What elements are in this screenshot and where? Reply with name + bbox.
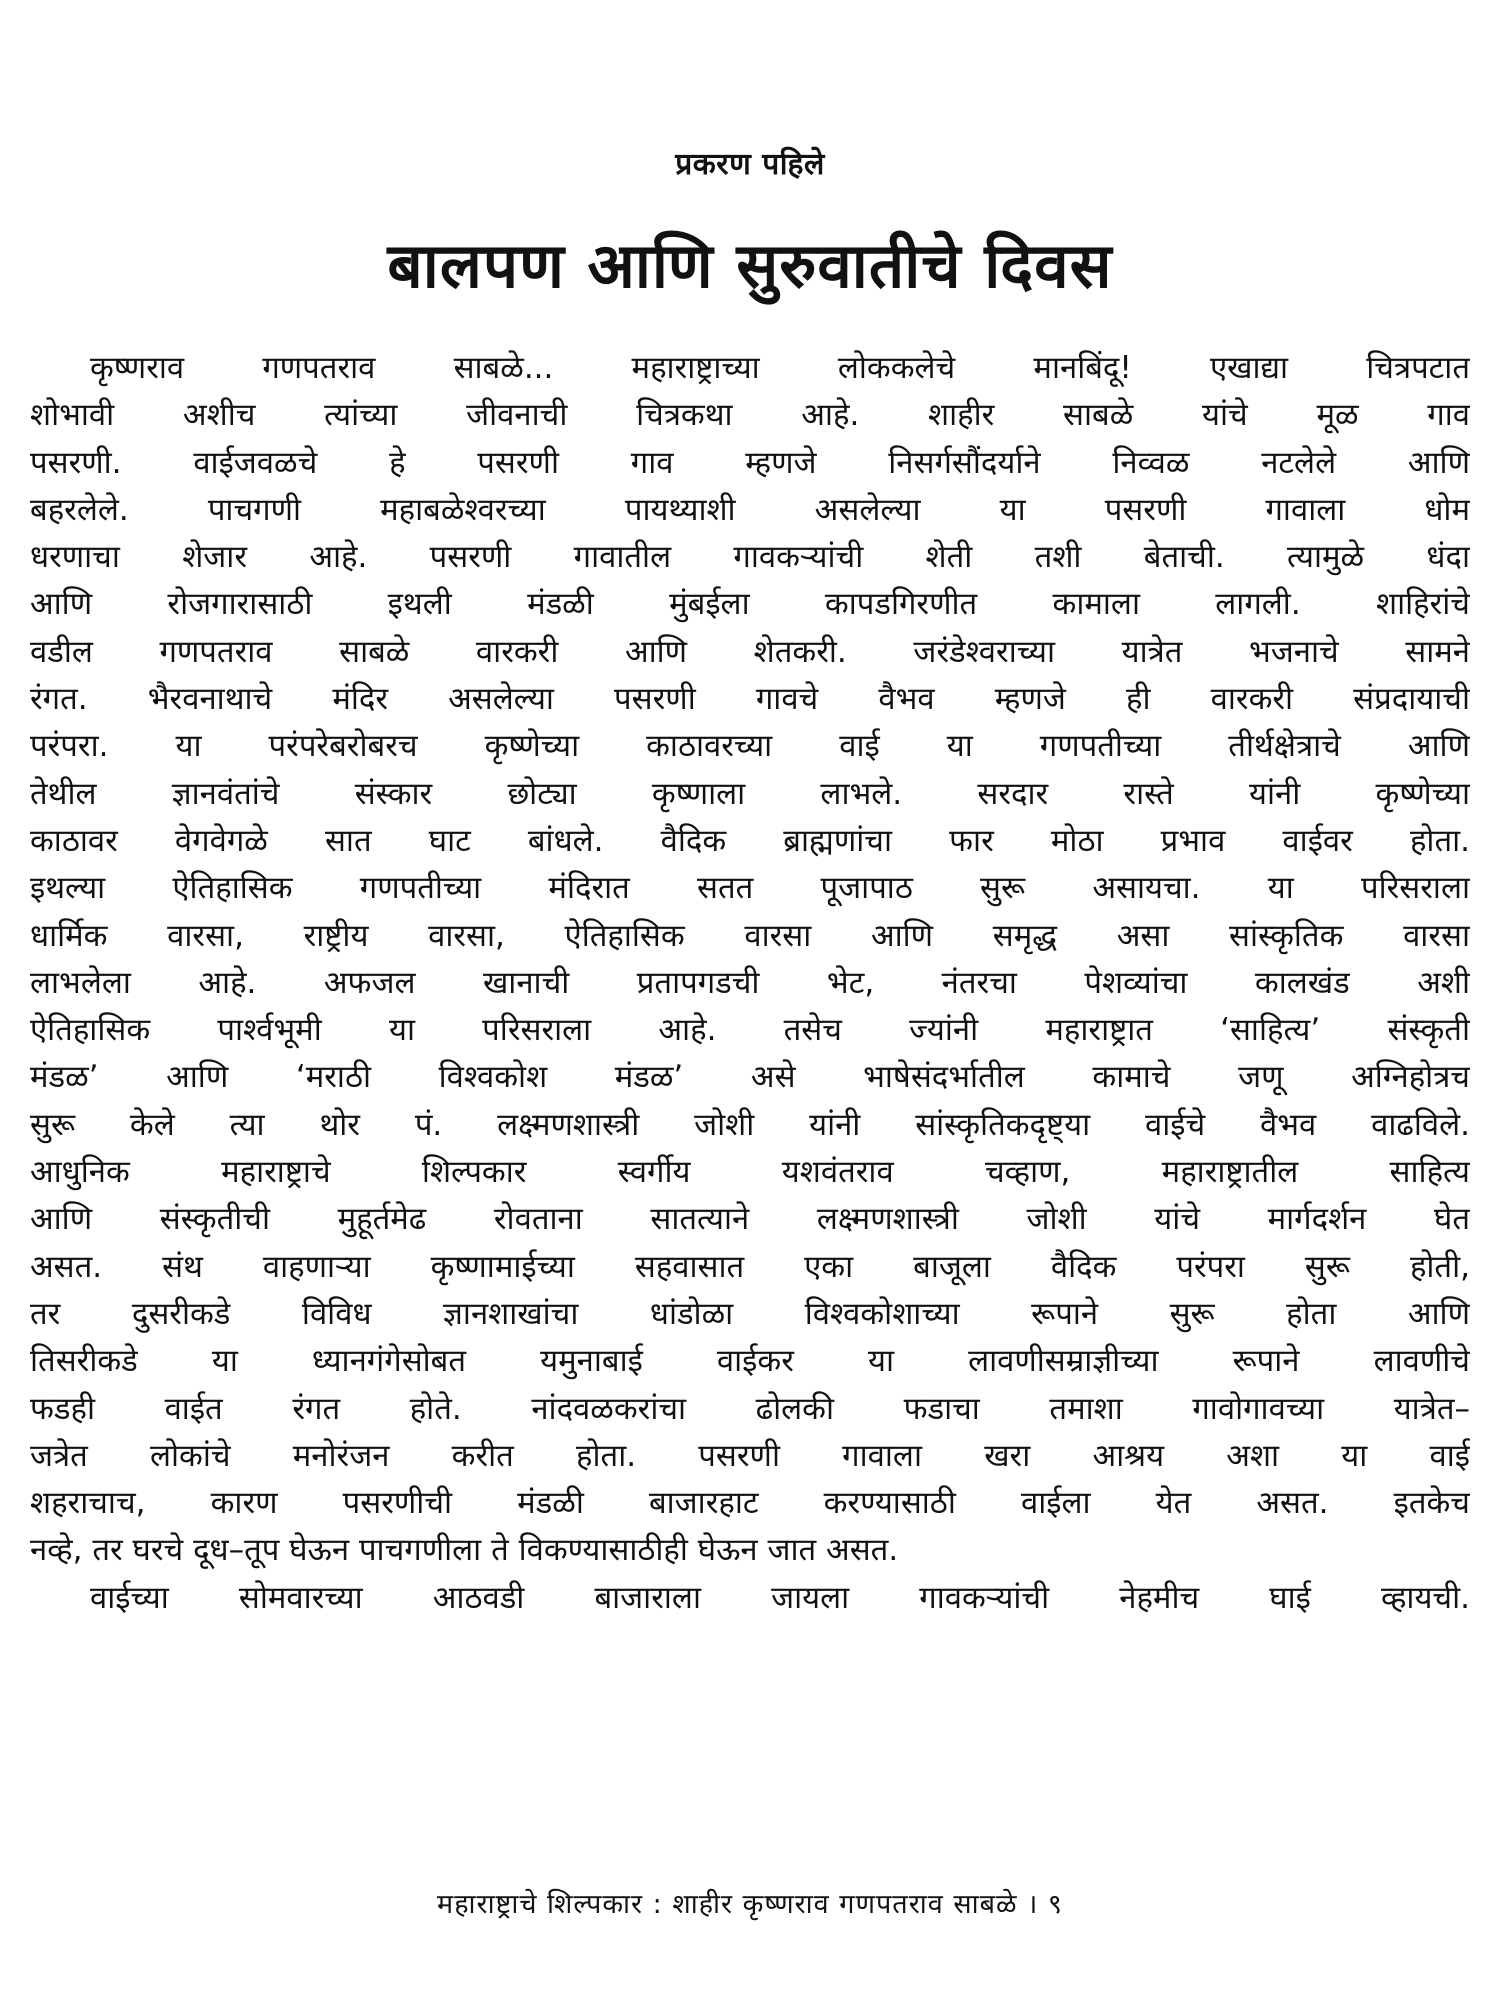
text-line: आणि संस्कृतीची मुहूर्तमेढ रोवताना सातत्याने लक्ष्मणशास्त्री जोशी यांचे मार्गदर्शन घेत	[30, 1201, 1470, 1238]
text-line: तर दुसरीकडे विविध ज्ञानशाखांचा धांडोळा विश्वकोशाच्या रूपाने सुरू होता आणि	[30, 1295, 1470, 1332]
text-line: आधुनिक महाराष्ट्राचे शिल्पकार स्वर्गीय यशवंतराव चव्हाण, महाराष्ट्रातील साहित्य	[30, 1154, 1470, 1191]
text-line: बहरलेले. पाचगणी महाबळेश्वरच्या पायथ्याशी असलेल्या या पसरणी गावाला धोम	[30, 491, 1470, 528]
text-line: आणि रोजगारासाठी इथली मंडळी मुंबईला कापडगिरणीत कामाला लागली. शाहिरांचे	[30, 586, 1470, 623]
text-line: तिसरीकडे या ध्यानगंगेसोबत यमुनाबाई वाईकर या लावणीसम्राज्ञीच्या रूपाने लावणीचे	[30, 1343, 1470, 1380]
text-line: सुरू केले त्या थोर पं. लक्ष्मणशास्त्री जोशी यांनी सांस्कृतिकदृष्ट्या वाईचे वैभव वाढविले.	[30, 1106, 1470, 1143]
text-line: वडील गणपतराव साबळे वारकरी आणि शेतकरी. जरंडेश्वराच्या यात्रेत भजनाचे सामने	[30, 633, 1470, 670]
text-line: इथल्या ऐतिहासिक गणपतीच्या मंदिरात सतत पूजापाठ सुरू असायचा. या परिसराला	[30, 870, 1470, 907]
text-line: शहराचाच, कारण पसरणीची मंडळी बाजारहाट करण्यासाठी वाईला येत असत. इतकेच	[30, 1485, 1470, 1522]
text-line: फडही वाईत रंगत होते. नांदवळकरांचा ढोलकी फडाचा तमाशा गावोगावच्या यात्रेत–	[30, 1390, 1470, 1427]
text-line: नव्हे, तर घरचे दूध–तूप घेऊन पाचगणीला ते विकण्यासाठीही घेऊन जात असत.	[30, 1532, 899, 1569]
text-line: शोभावी अशीच त्यांच्या जीवनाची चित्रकथा आहे. शाहीर साबळे यांचे मूळ गाव	[30, 397, 1470, 434]
page-footer: महाराष्ट्राचे शिल्पकार : शाहीर कृष्णराव गणपतराव साबळे । ९	[437, 1889, 1063, 1920]
text-line: पसरणी. वाईजवळचे हे पसरणी गाव म्हणजे निसर्गसौंदर्याने निव्वळ नटलेले आणि	[30, 444, 1470, 481]
text-line: परंपरा. या परंपरेबरोबरच कृष्णेच्या काठावरच्या वाई या गणपतीच्या तीर्थक्षेत्राचे आणि	[30, 728, 1470, 765]
body-text	[30, 345, 1470, 1622]
text-line: काठावर वेगवेगळे सात घाट बांधले. वैदिक ब्राह्मणांचा फार मोठा प्रभाव वाईवर होता.	[30, 822, 1470, 859]
text-line: रंगत. भैरवनाथाचे मंदिर असलेल्या पसरणी गावचे वैभव म्हणजे ही वारकरी संप्रदायाची	[30, 681, 1470, 718]
text-line: धरणाचा शेजार आहे. पसरणी गावातील गावकऱ्यांची शेती तशी बेताची. त्यामुळे धंदा	[30, 539, 1470, 576]
text-line: कृष्णराव गणपतराव साबळे... महाराष्ट्राच्या लोककलेचे मानबिंदू! एखाद्या चित्रपटात	[90, 350, 1470, 386]
chapter-title: बालपण आणि सुरुवातीचे दिवस	[387, 229, 1113, 302]
text-line: धार्मिक वारसा, राष्ट्रीय वारसा, ऐतिहासिक वारसा आणि समृद्ध असा सांस्कृतिक वारसा	[30, 917, 1470, 954]
text-line: मंडळ’ आणि ‘मराठी विश्वकोश मंडळ’ असे भाषेसंदर्भातील कामाचे जणू अग्निहोत्रच	[30, 1059, 1470, 1096]
text-line: असत. संथ वाहणाऱ्या कृष्णामाईच्या सहवासात एका बाजूला वैदिक परंपरा सुरू होती,	[30, 1248, 1470, 1285]
text-line: तेथील ज्ञानवंतांचे संस्कार छोट्या कृष्णाला लाभले. सरदार रास्ते यांनी कृष्णेच्या	[30, 775, 1470, 812]
text-line: ऐतिहासिक पार्श्वभूमी या परिसराला आहे. तसेच ज्यांनी महाराष्ट्रात ‘साहित्य’ संस्कृती	[30, 1012, 1470, 1049]
text-line: लाभलेला आहे. अफजल खानाची प्रतापगडची भेट, नंतरचा पेशव्यांचा कालखंड अशी	[30, 964, 1470, 1001]
text-line: जत्रेत लोकांचे मनोरंजन करीत होता. पसरणी गावाला खरा आश्रय अशा या वाई	[30, 1437, 1470, 1474]
text-line: वाईच्या सोमवारच्या आठवडी बाजाराला जायला गावकऱ्यांची नेहमीच घाई व्हायची.	[90, 1579, 1470, 1616]
chapter-label: प्रकरण पहिले	[675, 147, 825, 182]
